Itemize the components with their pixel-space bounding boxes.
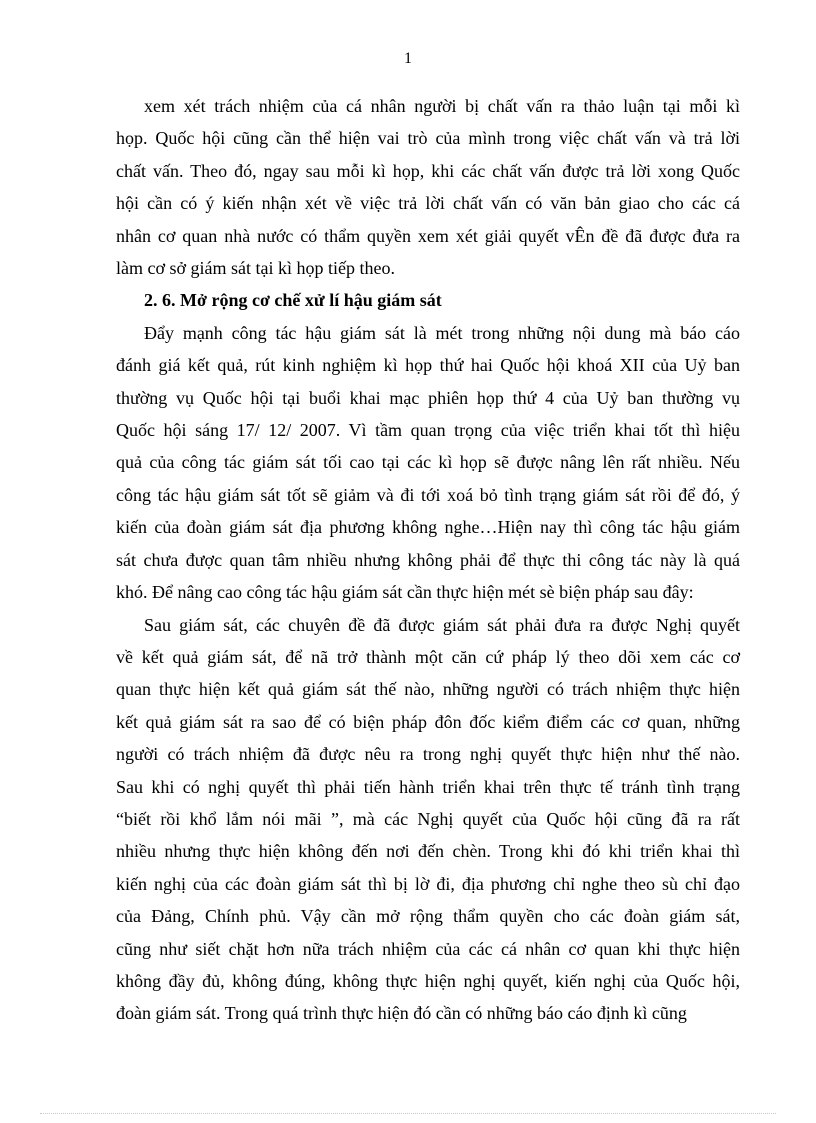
paragraph-after-monitoring (116, 609, 740, 1030)
text-line: kết quả giám sát ra sao để có biện pháp đôn đốc kiểm điểm các cơ quan, những (116, 711, 740, 732)
text-line: người có trách nhiệm đã được nêu ra trong nghị quyết thực hiện như thế nào. (116, 744, 740, 765)
text-line: quan thực hiện kết quả giám sát thế nào, những người có trách nhiệm thực hiện (116, 679, 740, 700)
text-line: nhiều nhưng thực hiện không đến nơi đến chèn. Trong khi đó khi triển khai thì (116, 841, 740, 862)
section-heading: 2. 6. Mở rộng cơ chế xử lí hậu giám sát (144, 290, 442, 311)
text-line: kiến nghị của các đoàn giám sát thì bị lờ đi, địa phương chỉ nghe theo sù chỉ đạo (116, 873, 740, 894)
text-line: về kết quả giám sát, để nã trở thành một căn cứ pháp lý theo dõi xem các cơ (116, 646, 740, 667)
text-line: không đầy đủ, không đúng, không thực hiện nghị quyết, kiến nghị của Quốc hội, (116, 970, 740, 991)
text-line: của Đảng, Chính phủ. Vậy cần mở rộng thẩm quyền cho các đoàn giám sát, (116, 906, 740, 927)
text-line: quả của công tác giám sát tối cao tại các kì họp sẽ được nâng lên rất nhiều. Nếu (116, 452, 740, 473)
text-line: xem xét trách nhiệm của cá nhân người bị chất vấn ra thảo luận tại mỗi kì (144, 96, 740, 116)
paragraph-intro (116, 90, 740, 284)
text-line: “biết rồi khổ lắm nói mãi ”, mà các Nghị quyết của Quốc hội cũng đã ra rất (116, 808, 740, 829)
text-line: thường vụ Quốc hội tại buổi khai mạc phiên họp thứ 4 của Uỷ ban thường vụ (116, 387, 740, 408)
page-bottom-divider (40, 1113, 776, 1114)
text-line: hội cần có ý kiến nhận xét về việc trả lời chất vấn có văn bản giao cho các cá (116, 193, 740, 214)
paragraph-post-monitoring (116, 317, 740, 609)
text-line: làm cơ sở giám sát tại kì họp tiếp theo. (116, 258, 395, 279)
text-line: khó. Để nâng cao công tác hậu giám sát cần thực hiện mét sè biện pháp sau đây: (116, 582, 694, 603)
text-line: cũng như siết chặt hơn nữa trách nhiệm của các cá nhân cơ quan khi thực hiện (116, 938, 740, 959)
text-line: sát chưa được quan tâm nhiều nhưng không phải để thực thi công tác này là quá (116, 549, 740, 570)
text-line: Sau khi có nghị quyết thì phải tiến hành triển khai trên thực tế tránh tình trạng (116, 776, 740, 797)
text-line: nhân cơ quan nhà nước có thẩm quyền xem xét giải quyết vÊn đề đã được đưa ra (116, 225, 740, 246)
text-line: đánh giá kết quả, rút kinh nghiệm kì họp thứ hai Quốc hội khoá XII của Uỷ ban (116, 355, 740, 376)
text-line: họp. Quốc hội cũng cần thể hiện vai trò của mình trong việc chất vấn và trả lời (116, 128, 740, 149)
text-line: kiến của đoàn giám sát địa phương không nghe…Hiện nay thì công tác hậu giám (116, 517, 740, 538)
text-line: Quốc hội sáng 17/ 12/ 2007. Vì tầm quan trọng của việc triển khai tốt thì hiệu (116, 420, 740, 441)
text-line: Đẩy mạnh công tác hậu giám sát là mét trong những nội dung mà báo cáo (144, 322, 740, 343)
text-line: chất vấn. Theo đó, ngay sau mỗi kì họp, khi các chất vấn được trả lời xong Quốc (116, 160, 740, 181)
text-line: công tác hậu giám sát tốt sẽ giảm và đi tới xoá bỏ tình trạng giám sát rồi để đó, ý (116, 484, 740, 505)
document-body (116, 90, 740, 1030)
page-number: 1 (404, 50, 412, 67)
text-line: Sau giám sát, các chuyên đề đã được giám sát phải đưa ra được Nghị quyết (144, 614, 740, 635)
text-line: đoàn giám sát. Trong quá trình thực hiện đó cần có những báo cáo định kì cũng (116, 1003, 687, 1024)
